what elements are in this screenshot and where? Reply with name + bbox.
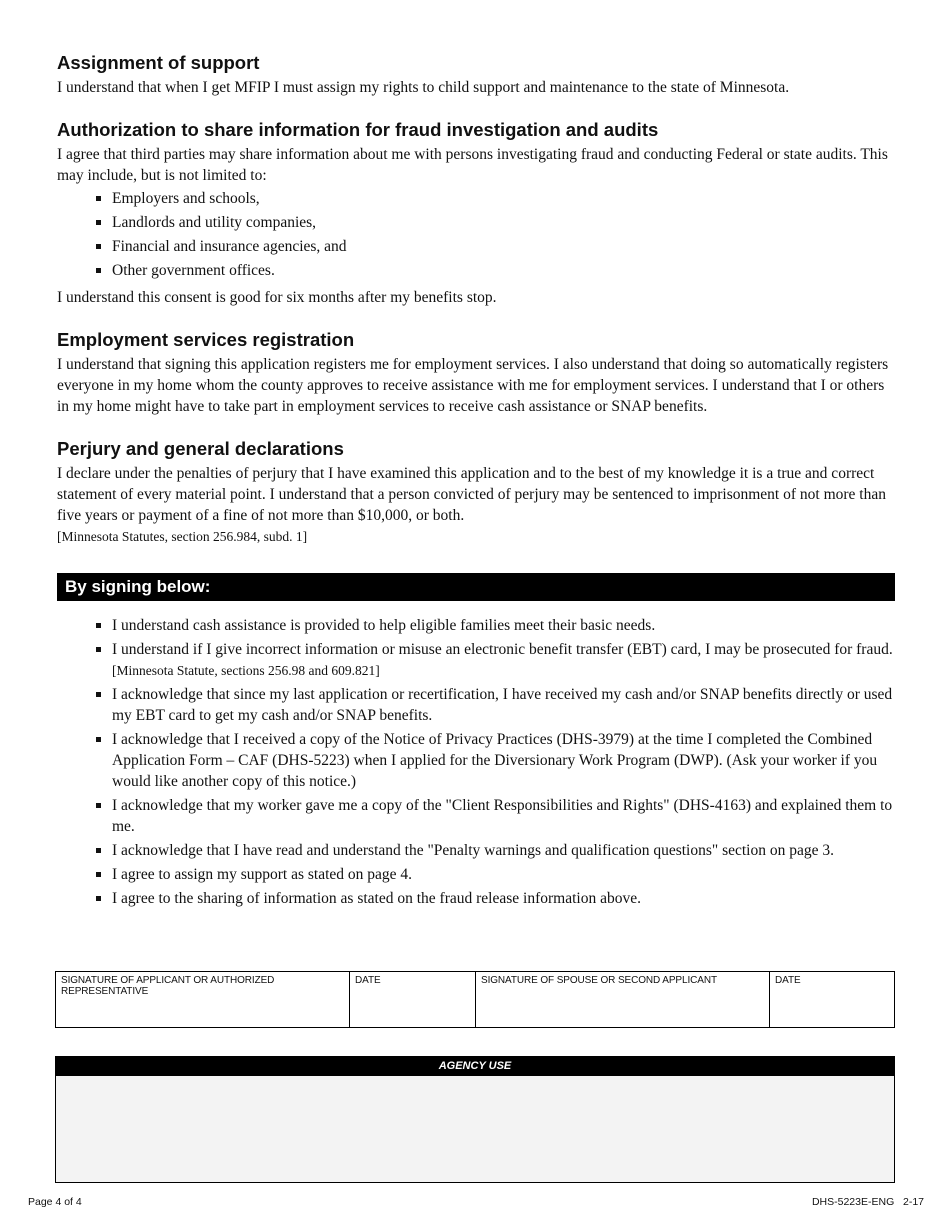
applicant-signature-label: SIGNATURE OF APPLICANT OR AUTHORIZED REPRESENTATIVE bbox=[61, 975, 275, 997]
employment-heading: Employment services registration bbox=[57, 329, 355, 350]
list-item bbox=[96, 639, 895, 681]
authorization-closing: I understand this consent is good for six months after my benefits stop. bbox=[57, 289, 497, 306]
signing-item-text: I acknowledge that my worker gave me a copy of the "Client Responsibilities and Rights" (DHS-4163) and explained them to me. bbox=[112, 797, 893, 835]
applicant-date-field[interactable] bbox=[350, 972, 476, 1028]
list-item: Other government offices. bbox=[96, 260, 895, 281]
applicant-signature-field[interactable] bbox=[56, 972, 350, 1028]
signing-item-text: I acknowledge that I have read and understand the "Penalty warnings and qualification questions" section on page 3. bbox=[112, 842, 834, 859]
perjury-section bbox=[57, 438, 895, 547]
list-item bbox=[96, 864, 895, 885]
applicant-date-label: DATE bbox=[355, 975, 381, 986]
list-item bbox=[96, 615, 895, 636]
signing-item-citation: [Minnesota Statute, sections 256.98 and 609.821] bbox=[112, 663, 380, 678]
signing-item-text: I acknowledge that I received a copy of the Notice of Privacy Practices (DHS-3979) at the time I completed the Combined Application Form – CAF (DHS-5223) when I applied for the Diversionary Work Program (DWP). (Ask your worker if you would like another copy of this notice.) bbox=[112, 731, 878, 790]
assignment-heading: Assignment of support bbox=[57, 52, 260, 73]
signature-table bbox=[55, 971, 895, 1028]
signing-item-text: I understand if I give incorrect information or misuse an electronic benefit transfer (EBT) card, I may be prosecuted for fraud. bbox=[112, 641, 893, 658]
authorization-heading: Authorization to share information for fraud investigation and audits bbox=[57, 119, 659, 140]
form-id: DHS-5223E-ENG 2-17 bbox=[811, 1196, 924, 1208]
agency-use-title: AGENCY USE bbox=[56, 1057, 894, 1076]
perjury-heading: Perjury and general declarations bbox=[57, 438, 344, 459]
spouse-date-field[interactable] bbox=[770, 972, 895, 1028]
signing-item-text: I understand cash assistance is provided to help eligible families meet their basic needs. bbox=[112, 617, 656, 634]
list-item: Financial and insurance agencies, and bbox=[96, 236, 895, 257]
authorization-text: I agree that third parties may share information about me with persons investigating fraud and conducting Federal or state audits. This may include, but is not limited to: bbox=[57, 146, 888, 184]
list-item bbox=[96, 684, 895, 726]
authorization-section bbox=[57, 119, 895, 308]
perjury-citation: [Minnesota Statutes, section 256.984, subd. 1] bbox=[57, 529, 308, 544]
list-item bbox=[96, 840, 895, 861]
agency-use-box bbox=[55, 1056, 895, 1183]
list-item bbox=[96, 888, 895, 909]
signing-heading-bar: By signing below: bbox=[57, 573, 895, 601]
signing-list bbox=[57, 615, 895, 909]
assignment-section bbox=[57, 52, 895, 98]
spouse-date-label: DATE bbox=[775, 975, 801, 986]
signing-item-text: I agree to assign my support as stated on page 4. bbox=[112, 866, 413, 883]
spouse-signature-field[interactable] bbox=[476, 972, 770, 1028]
page-number: Page 4 of 4 bbox=[28, 1196, 82, 1208]
signing-item-text: I acknowledge that since my last application or recertification, I have received my cash and/or SNAP benefits directly or used my EBT card to get my cash and/or SNAP benefits. bbox=[112, 686, 893, 724]
authorization-list bbox=[57, 188, 895, 281]
employment-text: I understand that signing this application registers me for employment services. I also understand that doing so automatically registers everyone in my home whom the county approves to receive assistance with me for employment services. I understand that I or others in my home might have to take part in employment services to receive cash assistance or SNAP benefits. bbox=[57, 356, 889, 415]
list-item bbox=[96, 795, 895, 837]
perjury-text: I declare under the penalties of perjury that I have examined this application and to the best of my knowledge it is a true and correct statement of every material point. I understand that a person convicted of perjury may be sentenced to imprisonment of not more than five years or payment of a fine of not more than $10,000, or both. bbox=[57, 465, 886, 524]
signing-item-text: I agree to the sharing of information as stated on the fraud release information above. bbox=[112, 890, 641, 907]
list-item: Landlords and utility companies, bbox=[96, 212, 895, 233]
assignment-text: I understand that when I get MFIP I must assign my rights to child support and maintenance to the state of Minnesota. bbox=[57, 79, 790, 96]
list-item: Employers and schools, bbox=[96, 188, 895, 209]
list-item bbox=[96, 729, 895, 792]
spouse-signature-label: SIGNATURE OF SPOUSE OR SECOND APPLICANT bbox=[481, 975, 717, 986]
employment-section bbox=[57, 329, 895, 417]
document-body bbox=[57, 52, 895, 912]
